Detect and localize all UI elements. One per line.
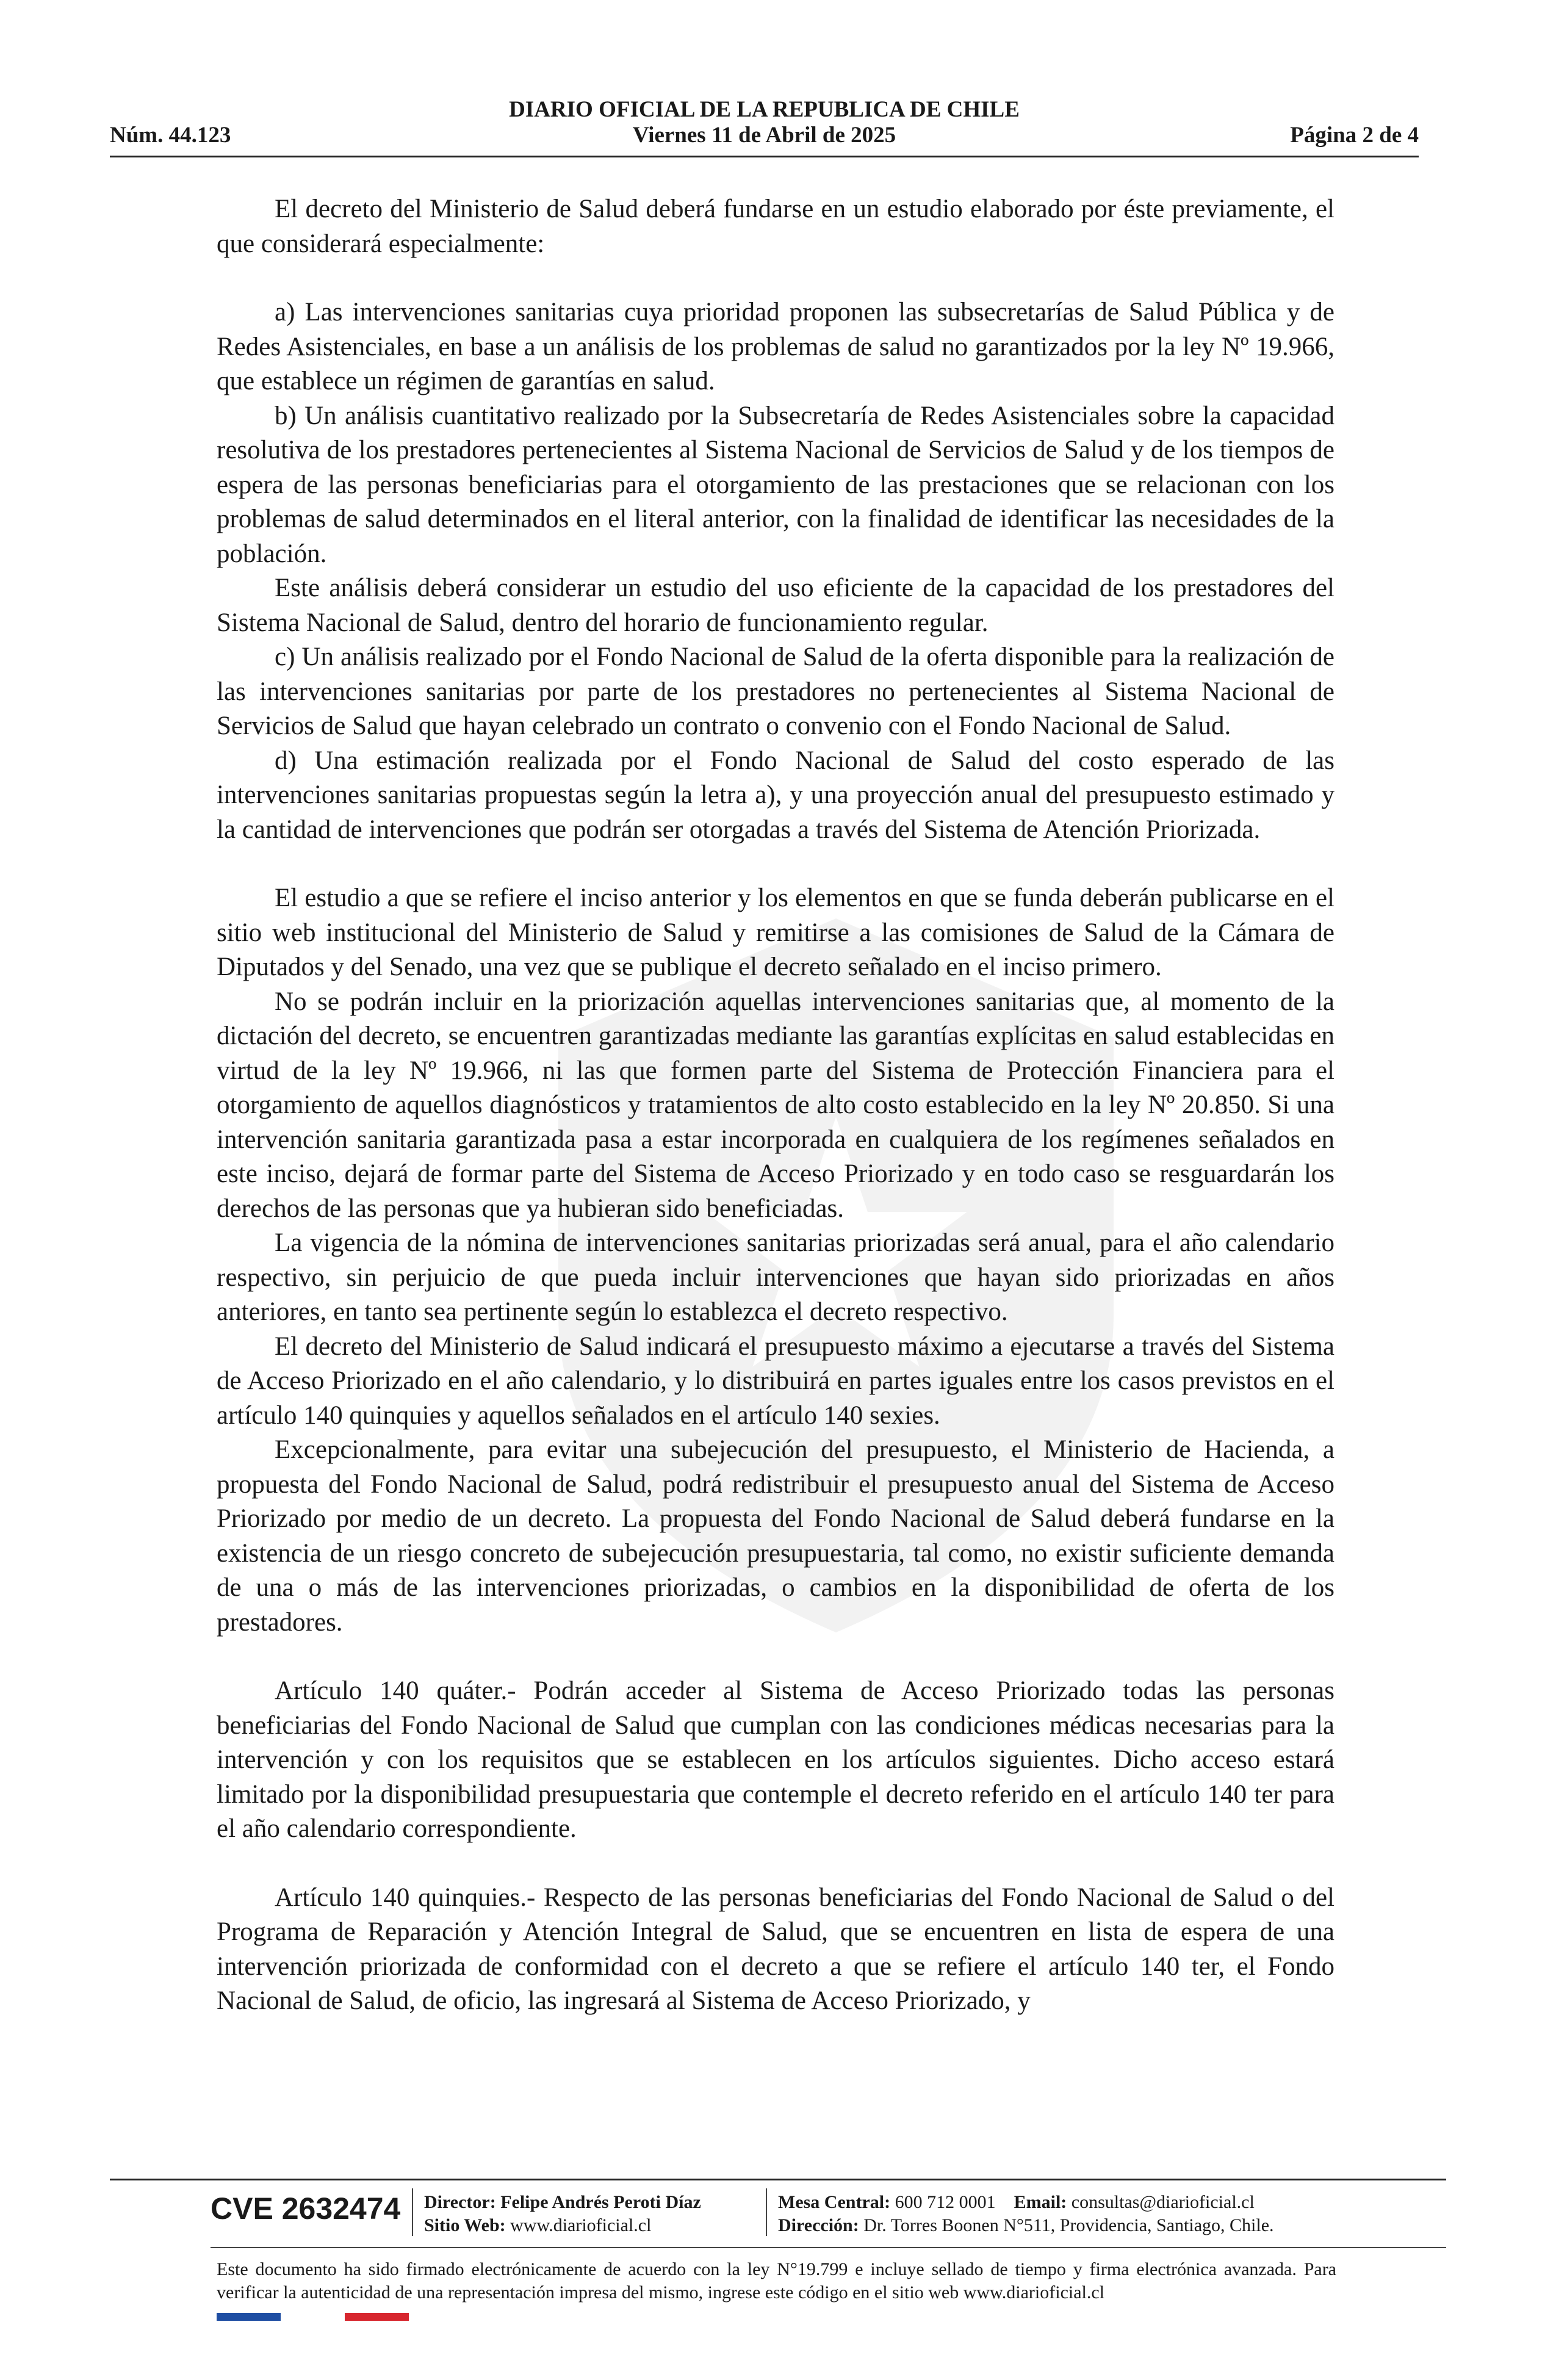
footer-director-block [424,2191,701,2237]
address-value: Dr. Torres Boonen N°511, Providencia, Santiago, Chile. [863,2215,1274,2235]
header-divider [110,156,1419,157]
paragraph: El estudio a que se refiere el inciso anterior y los elementos en que se funda deberán publicarse en el sitio web institucional del Ministerio de Salud y remitirse a las comisiones de Salud de la Cámara de Diputados y del Senado, una vez que se publique el decreto señalado en el inciso primero. [217,884,1334,981]
paragraph: c) Un análisis realizado por el Fondo Nacional de Salud de la oferta disponible para la realización de las intervenciones sanitarias por parte de los prestadores no pertenecientes al Sistema Nacional de Servicios de Salud que hayan celebrado un contrato o convenio con el Fondo Nacional de Salud. [217,643,1334,740]
email-label: Email: [1014,2192,1067,2212]
page-number: Página 2 de 4 [1290,123,1419,148]
issue-number: Núm. 44.123 [110,123,231,148]
director-label: Director: [424,2192,496,2212]
issue-date: Viernes 11 de Abril de 2025 [632,123,896,148]
cve-code: CVE 2632474 [211,2191,401,2226]
paragraph: Artículo 140 quáter.- Podrán acceder al Sistema de Acceso Priorizado todas las personas beneficiarias del Fondo Nacional de Salud que cumplan con las condiciones médicas necesarias para la intervención y con los requisitos que se establecen en los artículos siguientes. Dicho acceso estará limitado por la disponibilidad presupuestaria que contemple el decreto referido en el artículo 140 ter para el año calendario correspondiente. [217,1676,1334,1843]
web-label: Sitio Web: [424,2215,506,2235]
email-link[interactable]: consultas@diarioficial.cl [1071,2192,1255,2212]
paragraph: a) Las intervenciones sanitarias cuya prioridad proponen las subsecretarías de Salud Pública y de Redes Asistenciales, en base a un análisis de los problemas de salud no garantizados por la ley Nº 19.966, que establece un régimen de garantías en salud. [217,298,1334,395]
flag-red-band [345,2313,409,2321]
footer-divider-secondary [211,2247,1446,2248]
page-header [110,92,1419,159]
phone-label: Mesa Central: [778,2192,891,2212]
legal-notice: Este documento ha sido firmado electrónicamente de acuerdo con la ley N°19.799 e incluye sellado de tiempo y firma electrónica avanzada. Para verificar la autenticidad de una representación impresa del mismo, ingrese este código en el sitio web www.diarioficial.cl [217,2259,1336,2302]
paragraph: Artículo 140 quinquies.- Respecto de las personas beneficiarias del Fondo Nacional de Salud o del Programa de Reparación y Atención Integral de Salud, que se encuentren en lista de espera de una intervención priorizada de conformidad con el decreto a que se refiere el artículo 140 ter, el Fondo Nacional de Salud, de oficio, las ingresará al Sistema de Acceso Priorizado, y [217,1883,1334,2015]
footer-separator [412,2188,413,2236]
footer-contact-block [778,2191,1274,2237]
paragraph: Este análisis deberá considerar un estudio del uso eficiente de la capacidad de los prestadores del Sistema Nacional de Salud, dentro del horario de funcionamiento regular. [217,574,1334,637]
footer-separator [766,2188,767,2236]
web-link[interactable]: www.diarioficial.cl [510,2215,652,2235]
director-name: Felipe Andrés Peroti Díaz [500,2192,701,2212]
paragraph: La vigencia de la nómina de intervenciones sanitarias priorizadas será anual, para el año calendario respectivo, sin perjuicio de que pueda incluir intervenciones que hayan sido priorizadas en años anteriores, en tanto sea pertinente según lo establezca el decreto respectivo. [217,1228,1334,1326]
paragraph: b) Un análisis cuantitativo realizado por la Subsecretaría de Redes Asistenciales sobre la capacidad resolutiva de los prestadores pertenecientes al Sistema Nacional de Servicios de Salud y de los tiempos de espera de las personas beneficiarias para el otorgamiento de las prestaciones que se relacionan con los problemas de salud determinados en el literal anterior, con la finalidad de identificar las necesidades de la población. [217,401,1334,568]
paragraph: Excepcionalmente, para evitar una subejecución del presupuesto, el Ministerio de Hacienda, a propuesta del Fondo Nacional de Salud, podrá redistribuir el presupuesto anual del Sistema de Acceso Priorizado por medio de un decreto. La propuesta del Fondo Nacional de Salud deberá fundarse en la existencia de un riesgo concreto de subejecución presupuestaria, tal como, no existir suficiente demanda de una o más de las intervenciones priorizadas, o cambios en la disponibilidad de oferta de los prestadores. [217,1435,1334,1637]
paragraph: No se podrán incluir en la priorización aquellas intervenciones sanitarias que, al momento de la dictación del decreto, se encuentren garantizadas mediante las garantías explícitas en salud establecidas en virtud de la ley Nº 19.966, ni las que formen parte del Sistema de Protección Financiera para el otorgamiento de aquellos diagnósticos y tratamientos de alto costo establecido en la ley Nº 20.850. Si una intervención sanitaria garantizada pasa a estar incorporada en cualquiera de los regímenes señalados en este inciso, dejará de formar parte del Sistema de Acceso Priorizado y en todo caso se resguardarán los derechos de las personas que ya hubieran sido beneficiadas. [217,987,1334,1223]
footer-divider [110,2179,1446,2180]
phone-value: 600 712 0001 [895,2192,996,2212]
flag-stripe [217,2313,409,2321]
address-label: Dirección: [778,2215,859,2235]
flag-blue-band [217,2313,281,2321]
paragraph: El decreto del Ministerio de Salud indicará el presupuesto máximo a ejecutarse a través del Sistema de Acceso Priorizado en el año calendario, y lo distribuirá en partes iguales entre los casos previstos en el artículo 140 quinquies y aquellos señalados en el artículo 140 sexies. [217,1332,1334,1430]
publication-title: DIARIO OFICIAL DE LA REPUBLICA DE CHILE [509,97,1020,122]
flag-white-band [281,2313,345,2321]
paragraph: d) Una estimación realizada por el Fondo Nacional de Salud del costo esperado de las intervenciones sanitarias propuestas según la letra a), y una proyección anual del presupuesto estimado y la cantidad de intervenciones que podrán ser otorgadas a través del Sistema de Atención Priorizada. [217,746,1334,844]
paragraph: El decreto del Ministerio de Salud deberá fundarse en un estudio elaborado por éste previamente, el que considerará especialmente: [217,195,1334,258]
document-body [217,192,1334,2019]
